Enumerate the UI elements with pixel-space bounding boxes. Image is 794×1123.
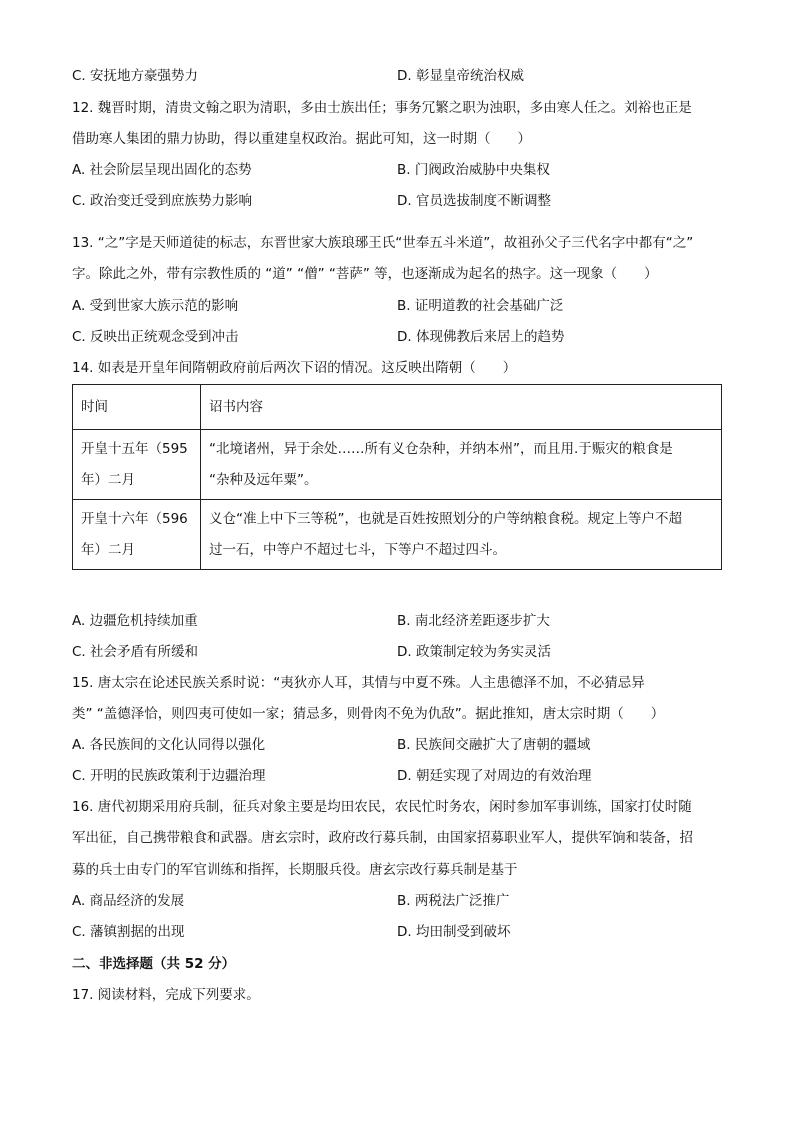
q15-option-a: A. 各民族间的文化认同得以强化: [72, 737, 266, 753]
table-header-content: 诏书内容: [201, 385, 722, 430]
q14-option-a: A. 边疆危机持续加重: [72, 613, 198, 629]
q16-stem-line1: 16. 唐代初期采用府兵制，征兵对象主要是均田农民，农民忙时务农，闲时参加军事训练，国家打仗时随: [72, 799, 692, 815]
q14-option-d: D. 政策制定较为务实灵活: [397, 644, 551, 660]
q16-option-d: D. 均田制受到破坏: [397, 924, 511, 940]
q13-option-d: D. 体现佛教后来居上的趋势: [397, 329, 565, 345]
q16-option-b: B. 两税法广泛推广: [397, 893, 510, 909]
q13-option-c: C. 反映出正统观念受到冲击: [72, 329, 239, 345]
table-cell-content: [201, 500, 722, 570]
table-header-row: [73, 385, 722, 430]
q13-option-a: A. 受到世家大族示范的影响: [72, 298, 239, 314]
table-cell-content: [201, 430, 722, 500]
q11-option-d: D. 彰显皇帝统治权威: [397, 68, 524, 84]
q17-stem: 17. 阅读材料，完成下列要求。: [72, 987, 260, 1003]
q14-option-b: B. 南北经济差距逐步扩大: [397, 613, 550, 629]
q12-option-d: D. 官员选拔制度不断调整: [397, 193, 551, 209]
q12-option-b: B. 门阀政治威胁中央集权: [397, 162, 550, 178]
table-cell-content-line1: “北境诸州，异于余处……所有义仓杂种，并纳本州”，而且用.于赈灾的粮食是: [209, 440, 673, 457]
q16-stem-line3: 募的兵士由专门的军官训练和指挥，长期服兵役。唐玄宗改行募兵制是基于: [72, 862, 518, 878]
section-title: 二、非选择题（共 52 分）: [72, 956, 236, 972]
q16-stem-line2: 军出征，自己携带粮食和武器。唐玄宗时，政府改行募兵制，由国家招募职业军人，提供军饷和装备，招: [72, 830, 693, 846]
q12-option-a: A. 社会阶层呈现出固化的态势: [72, 162, 252, 178]
q15-option-c: C. 开明的民族政策利于边疆治理: [72, 768, 266, 784]
q13-stem-line2: 字。除此之外，带有宗教性质的 “道” “僧” “菩萨” 等，也逐渐成为起名的热字。这一现象（ ）: [72, 266, 658, 282]
q16-option-c: C. 藩镇割据的出现: [72, 924, 185, 940]
q15-stem-line2: 类” “盖德泽恰，则四夷可使如一家；猜忌多，则骨肉不免为仇敌”。据此推知，唐太宗时期（ ）: [72, 706, 665, 722]
table-row: [73, 500, 722, 570]
q12-stem-line2: 借助寒人集团的鼎力协助，得以重建皇权政治。据此可知，这一时期（ ）: [72, 131, 531, 147]
q11-option-c: C. 安抚地方豪强势力: [72, 68, 199, 84]
q13-option-b: B. 证明道教的社会基础广泛: [397, 298, 564, 314]
table-row: [73, 430, 722, 500]
table-cell-content-line1: 义仓“准上中下三等税”，也就是百姓按照划分的户等纳粮食税。规定上等户不超: [209, 510, 682, 527]
table-cell-time-line1: 开皇十六年（596: [81, 510, 188, 527]
q14-option-c: C. 社会矛盾有所缓和: [72, 644, 199, 660]
q14-table: [72, 384, 722, 570]
table-cell-content-line2: 过一石，中等户不超过七斗，下等户不超过四斗。: [209, 541, 506, 558]
q12-option-c: C. 政治变迁受到庶族势力影响: [72, 193, 253, 209]
table-header-time: 时间: [73, 385, 201, 430]
q15-option-b: B. 民族间交融扩大了唐朝的疆域: [397, 737, 591, 753]
table-cell-time-line1: 开皇十五年（595: [81, 440, 188, 457]
q15-stem-line1: 15. 唐太宗在论述民族关系时说：“夷狄亦人耳，其情与中夏不殊。人主患德泽不加，不必猜忌异: [72, 675, 645, 691]
table-cell-content-line2: “杂种及远年粟”。: [209, 471, 318, 488]
q16-option-a: A. 商品经济的发展: [72, 893, 185, 909]
table-cell-time-line2: 年）二月: [81, 471, 135, 488]
q14-stem: 14. 如表是开皇年间隋朝政府前后两次下诏的情况。这反映出隋朝（ ）: [72, 360, 517, 376]
q12-stem-line1: 12. 魏晋时期，清贵文翰之职为清职，多由士族出任；事务冗繁之职为浊职，多由寒人任之。刘裕也正是: [72, 100, 692, 116]
table-cell-time: [73, 500, 201, 570]
table-cell-time: [73, 430, 201, 500]
q15-option-d: D. 朝廷实现了对周边的有效治理: [397, 768, 592, 784]
q13-stem-line1: 13. “之”字是天师道徒的标志，东晋世家大族琅琊王氏“世奉五斗米道”，故祖孙父子三代名字中都有“之”: [72, 235, 694, 251]
table-cell-time-line2: 年）二月: [81, 541, 135, 558]
